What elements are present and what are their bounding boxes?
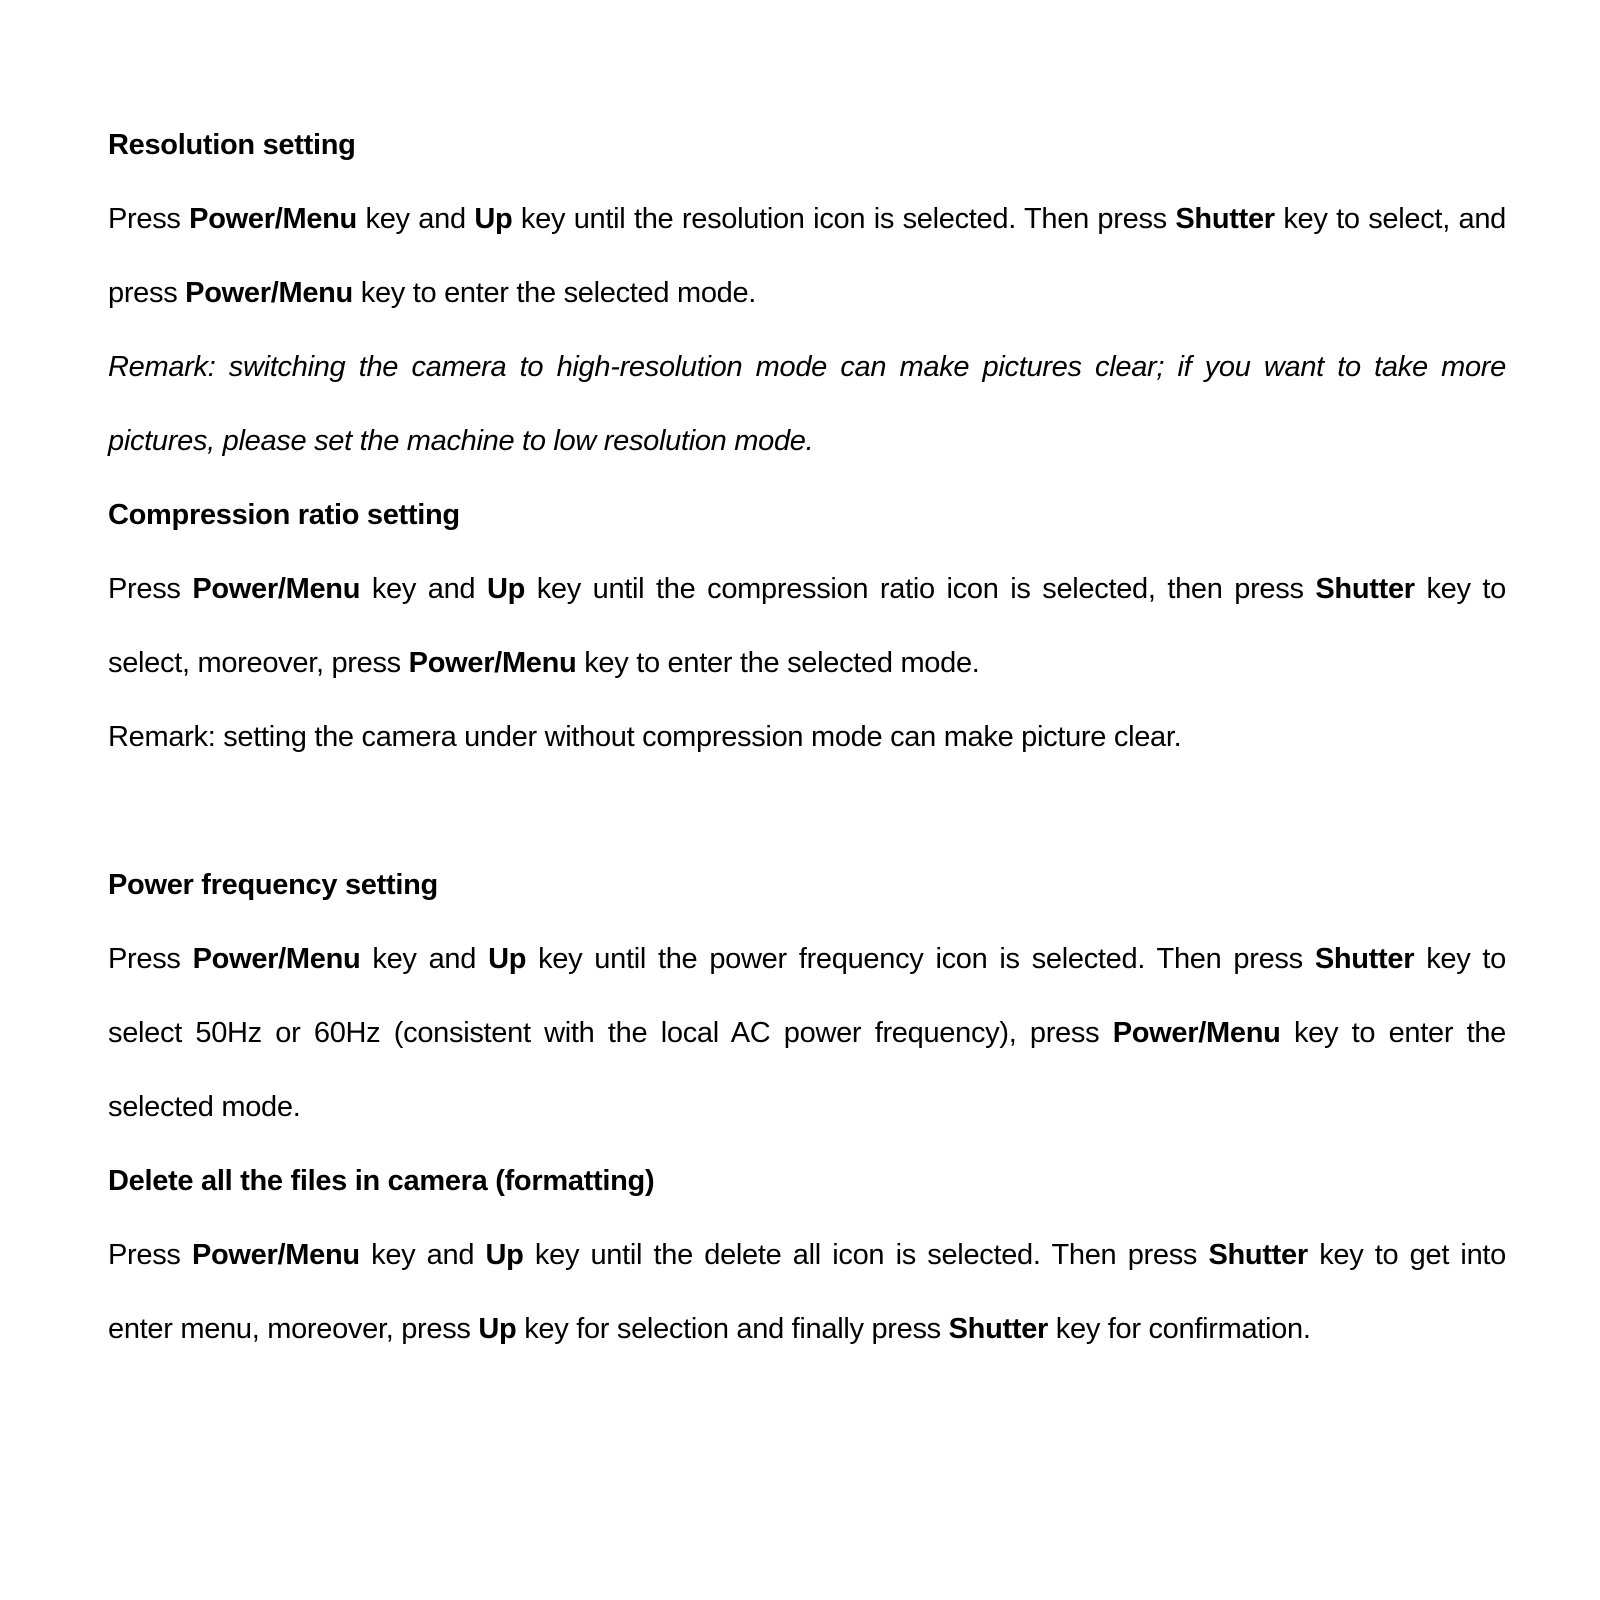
body-paragraph bbox=[108, 182, 1506, 330]
body-paragraph bbox=[108, 1218, 1506, 1366]
text-run: Press bbox=[108, 573, 193, 605]
key-name: Up bbox=[488, 943, 527, 975]
key-name: Power/Menu bbox=[185, 277, 353, 309]
body-paragraph bbox=[108, 922, 1506, 1144]
section bbox=[108, 774, 1506, 1144]
section-heading: Delete all the files in camera (formatting) bbox=[108, 1165, 655, 1197]
document-page bbox=[108, 108, 1506, 1366]
key-name: Up bbox=[478, 1313, 517, 1345]
text-run: key to get into enter menu, moreover, press bbox=[108, 1239, 1506, 1345]
body-paragraph bbox=[108, 700, 1506, 774]
text-run: Remark: switching the camera to high-resolution mode can make pictures clear; if you want to take more pictures, please set the machine to low resolution mode. bbox=[108, 351, 1506, 457]
text-run: key and bbox=[360, 943, 489, 975]
body-paragraph bbox=[108, 552, 1506, 700]
text-run: Remark: setting the camera under without compression mode can make picture clear. bbox=[108, 721, 1182, 753]
text-run: key to select, and press bbox=[108, 203, 1506, 309]
key-name: Shutter bbox=[1175, 203, 1275, 235]
key-name: Shutter bbox=[1314, 943, 1415, 975]
text-run: key and bbox=[360, 573, 487, 605]
section-heading: Power frequency setting bbox=[108, 869, 438, 901]
section-spacer bbox=[108, 774, 1506, 848]
key-name: Power/Menu bbox=[408, 647, 577, 679]
key-name: Shutter bbox=[1208, 1239, 1308, 1271]
text-run: key for confirmation. bbox=[1048, 1313, 1311, 1345]
key-name: Power/Menu bbox=[189, 203, 357, 235]
text-run: key and bbox=[356, 203, 475, 235]
text-run: key to enter the selected mode. bbox=[576, 647, 980, 679]
key-name: Power/Menu bbox=[192, 573, 361, 605]
text-run: Press bbox=[108, 203, 190, 235]
text-run: key until the power frequency icon is selected. Then press bbox=[526, 943, 1315, 975]
section bbox=[108, 478, 1506, 774]
key-name: Up bbox=[485, 1239, 524, 1271]
text-run: key for selection and finally press bbox=[516, 1313, 949, 1345]
key-name: Up bbox=[474, 203, 513, 235]
key-name: Shutter bbox=[948, 1313, 1049, 1345]
remark-paragraph bbox=[108, 330, 1506, 478]
key-name: Shutter bbox=[1315, 573, 1415, 605]
key-name: Power/Menu bbox=[191, 1239, 360, 1271]
key-name: Power/Menu bbox=[1112, 1017, 1281, 1049]
text-run: key to enter the selected mode. bbox=[352, 277, 757, 309]
text-run: Press bbox=[108, 943, 193, 975]
text-run: key until the delete all icon is selected. Then press bbox=[523, 1239, 1209, 1271]
text-run: key until the resolution icon is selected. Then press bbox=[512, 203, 1176, 235]
key-name: Power/Menu bbox=[192, 943, 361, 975]
text-run: key until the compression ratio icon is selected, then press bbox=[525, 573, 1316, 605]
key-name: Up bbox=[486, 573, 525, 605]
section-heading: Resolution setting bbox=[108, 129, 356, 161]
text-run: key and bbox=[359, 1239, 486, 1271]
text-run: Press bbox=[108, 1239, 192, 1271]
text-run: key to select, moreover, press bbox=[108, 573, 1506, 679]
section bbox=[108, 1144, 1506, 1366]
section-heading: Compression ratio setting bbox=[108, 499, 460, 531]
text-run: key to enter the selected mode. bbox=[108, 1017, 1507, 1123]
section bbox=[108, 108, 1506, 478]
text-run: key to select 50Hz or 60Hz (consistent with the local AC power frequency), press bbox=[108, 943, 1506, 1049]
